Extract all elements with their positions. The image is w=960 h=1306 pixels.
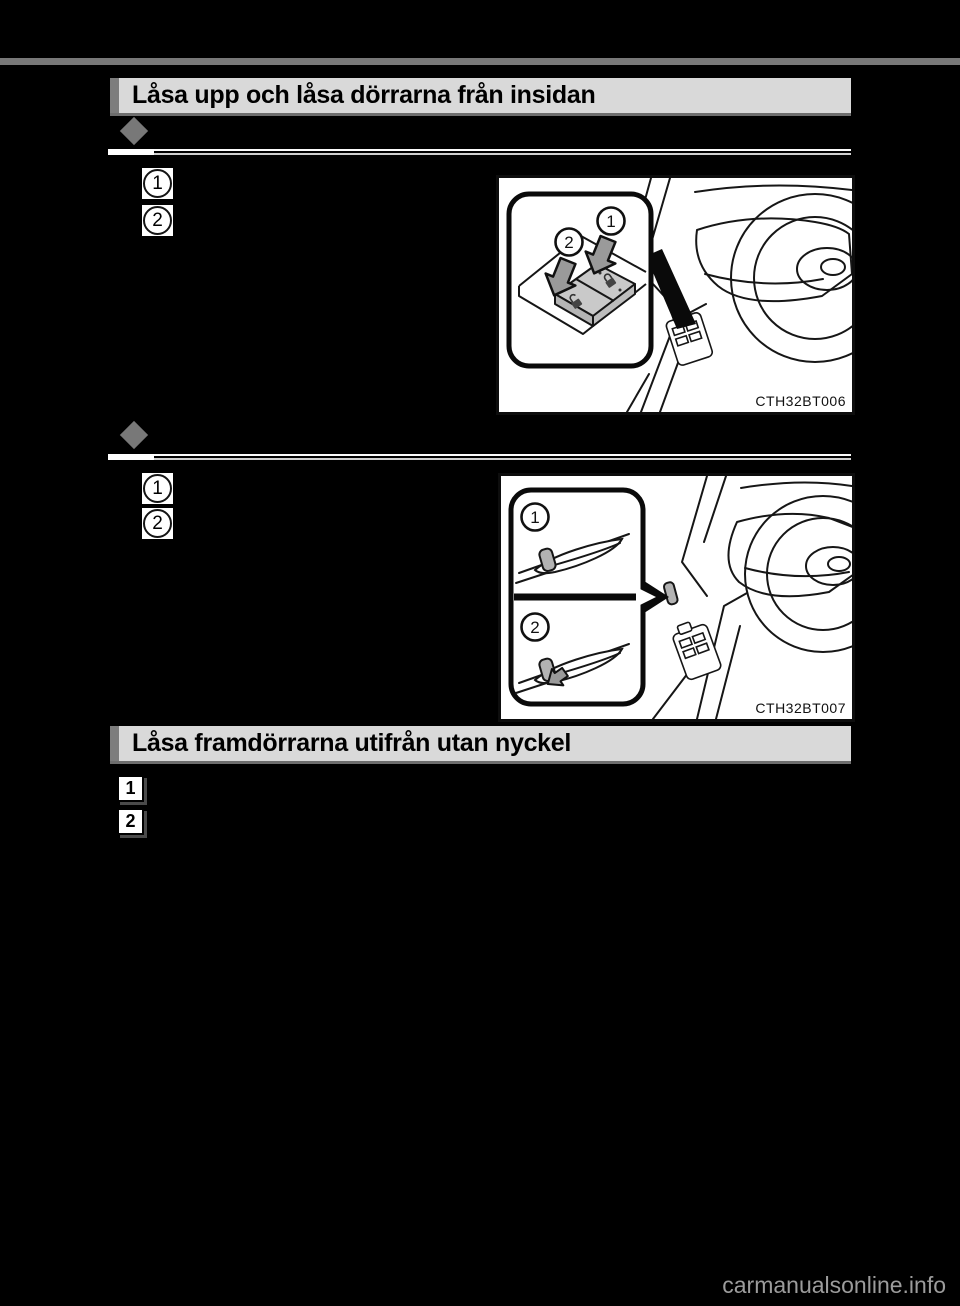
watermark-text: carmanualsonline.info (722, 1272, 946, 1298)
list-marker-circle-1 (142, 473, 173, 504)
step-marker-square-2: 2 (117, 808, 144, 835)
list-marker-circle-1 (142, 168, 173, 199)
heading-accent-bar (110, 726, 119, 761)
callout-panel (511, 490, 669, 704)
diamond-bullet-icon (120, 117, 148, 145)
separator-rule (108, 149, 851, 156)
separator-rule-cap (108, 149, 154, 155)
separator-rule (108, 454, 851, 461)
heading-body (119, 78, 851, 113)
section-heading-unlock-inside (110, 78, 851, 113)
callout-label-1: 1 (606, 212, 616, 231)
heading-title: Låsa upp och låsa dörrarna från insidan (132, 81, 596, 109)
heading-body (119, 726, 851, 761)
circled-number: 1 (143, 474, 172, 503)
circled-number: 2 (143, 206, 172, 235)
figure-door-handle (498, 473, 855, 722)
figure-lock-switch (496, 175, 855, 415)
callout-bubble (509, 194, 651, 366)
page-top-rule (0, 58, 960, 65)
figure-code: CTH32BT007 (755, 700, 846, 716)
door-lock-knob (663, 581, 678, 605)
list-marker-circle-2 (142, 508, 173, 539)
list-marker-circle-2 (142, 205, 173, 236)
step-marker-square-1: 1 (117, 775, 144, 802)
cabin-line-art (627, 178, 852, 412)
circled-number: 1 (143, 169, 172, 198)
figure-lock-switch-art (499, 178, 852, 412)
diamond-bullet-icon (120, 421, 148, 449)
heading-accent-bar (110, 78, 119, 113)
figure-door-handle-art (501, 476, 852, 719)
callout-label-2: 2 (564, 233, 574, 252)
heading-title: Låsa framdörrarna utifrån utan nyckel (132, 729, 572, 757)
circled-number: 2 (143, 509, 172, 538)
section-heading-lock-without-key (110, 726, 851, 761)
cabin-line-art (653, 476, 852, 719)
door-switch-panel (669, 617, 722, 681)
callout-label-1: 1 (530, 508, 540, 527)
separator-rule-cap (108, 454, 154, 460)
figure-code: CTH32BT006 (755, 393, 846, 409)
callout-label-2: 2 (530, 618, 540, 637)
